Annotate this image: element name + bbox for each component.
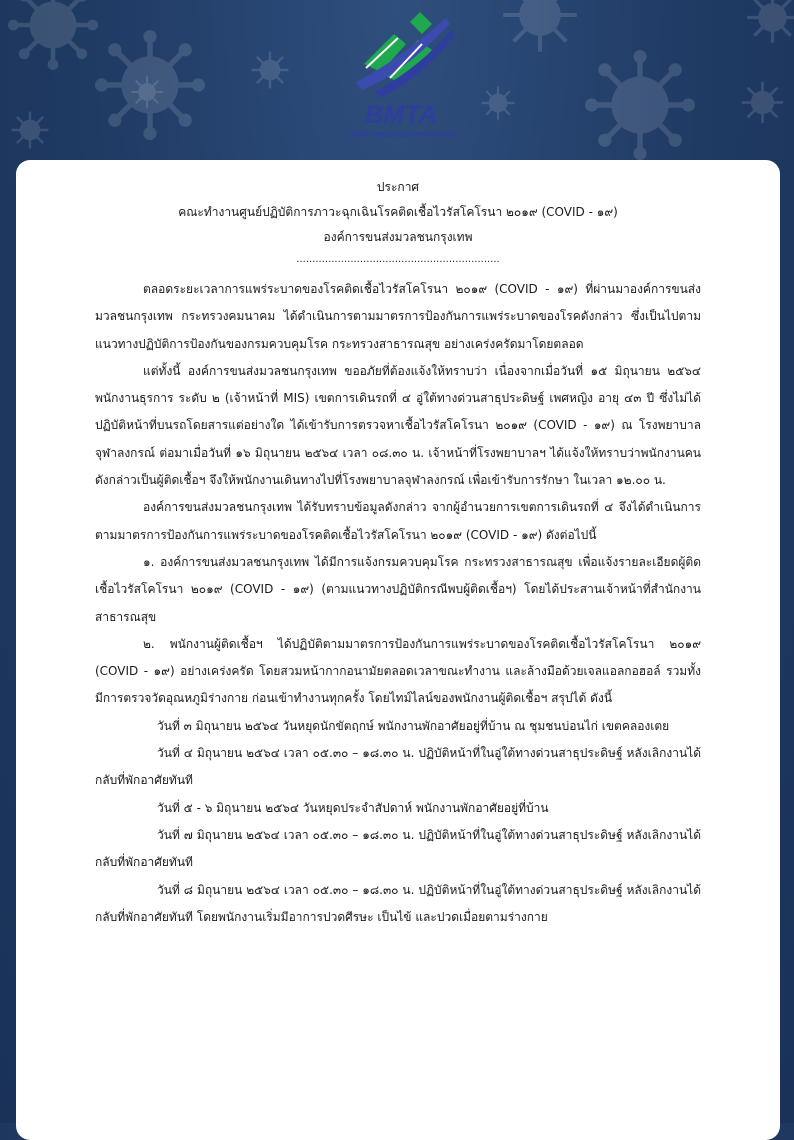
virus-icon <box>250 50 290 90</box>
virus-icon <box>10 110 50 150</box>
timeline-item: วันที่ ๔ มิถุนายน ๒๕๖๔ เวลา ๐๕.๓๐ – ๑๘.๓๐ น. ปฏิบัติหน้าที่ในอู่ใต้ทางด่วนสาธุประดิษฐ์ หลังเลิกงานได้กลับที่พักอาศัยทันที <box>95 746 701 788</box>
paragraph: ๑. องค์การขนส่งมวลชนกรุงเทพ ได้มีการแจ้งกรมควบคุมโรค กระทรวงสาธารณสุข เพื่อแจ้งรายละเอียดผู้ติดเชื้อไวรัสโคโรนา ๒๐๑๙ (COVID - ๑๙) (ตามแนวทางปฏิบัติกรณีพบผู้ติดเชื้อฯ) โดยได้ประสานเจ้าหน้าที่สำนักงานสาธารณสุข <box>95 554 701 624</box>
logo-subtitle: องค์การขนส่งมวลชนกรุงเทพ <box>348 129 454 139</box>
virus-icon <box>745 0 794 45</box>
virus-icon <box>500 0 580 55</box>
virus-icon <box>8 0 98 70</box>
separator-line: ................................................................ <box>296 254 500 265</box>
paragraph: องค์การขนส่งมวลชนกรุงเทพ ได้รับทราบข้อมูลดังกล่าว จากผู้อำนวยการเขตการเดินรถที่ ๔ จึงได้ดำเนินการตามมาตรการป้องกันการแพร่ระบาดของโรคติดเชื้อไวรัสโคโรนา ๒๐๑๙ (COVID - ๑๙) ดังต่อไปนี้ <box>95 500 701 542</box>
announcement-content <box>95 175 701 931</box>
announcement-heading: ประกาศ <box>376 180 420 194</box>
paragraph: ตลอดระยะเวลาการแพร่ระบาดของโรคติดเชื้อไวรัสโคโรนา ๒๐๑๙ (COVID - ๑๙) ที่ผ่านมาองค์การขนส่งมวลชนกรุงเทพ กระทรวงคมนาคม ได้ดำเนินการตามมาตรการป้องกันการแพร่ระบาดของโรคดังกล่าว ซึ่งเป็นไปตามแนวทางปฏิบัติการป้องกันของกรมควบคุมโรค กระทรวงสาธารณสุข อย่างเคร่งครัดมาโดยตลอด <box>95 282 701 351</box>
virus-icon <box>585 50 695 160</box>
virus-icon <box>740 80 785 125</box>
timeline-item: วันที่ ๗ มิถุนายน ๒๕๖๔ เวลา ๐๕.๓๐ – ๑๘.๓๐ น. ปฏิบัติหน้าที่ในอู่ใต้ทางด่วนสาธุประดิษฐ์ หลังเลิกงานได้กลับที่พักอาศัยทันที <box>95 827 701 870</box>
logo-wordmark: BMTA <box>364 101 438 129</box>
timeline-item: วันที่ ๘ มิถุนายน ๒๕๖๔ เวลา ๐๕.๓๐ – ๑๘.๓๐ น. ปฏิบัติหน้าที่ในอู่ใต้ทางด่วนสาธุประดิษฐ์ หลังเลิกงานได้กลับที่พักอาศัยทันที โดยพนักงานเริ่มมีอาการปวดศีรษะ เป็นไข้ และปวดเมื่อยตามร่างกาย <box>95 882 701 924</box>
announcement-organization: องค์การขนส่งมวลชนกรุงเทพ <box>323 230 473 244</box>
bmta-logo <box>336 4 466 144</box>
timeline-item: วันที่ ๓ มิถุนายน ๒๕๖๔ วันหยุดนักขัตฤกษ์ พนักงานพักอาศัยอยู่ที่บ้าน ณ ชุมชนบ่อนไก่ เขตคลองเตย <box>157 718 670 733</box>
virus-icon <box>130 75 164 109</box>
paragraph: แต่ทั้งนี้ องค์การขนส่งมวลชนกรุงเทพ ขออภัยที่ต้องแจ้งให้ทราบว่า เนื่องจากเมื่อวันที่ ๑๕ มิถุนายน ๒๕๖๔ พนักงานธุรการ ระดับ ๒ (เจ้าหน้าที่ MIS) เขตการเดินรถที่ ๔ อู่ใต้ทางด่วนสาธุประดิษฐ์ เพศหญิง อายุ ๔๓ ปี ซึ่งไม่ได้ปฏิบัติหน้าที่บนรถโดยสารแต่อย่างใด ได้เข้ารับการตรวจหาเชื้อไวรัสโคโรนา ๒๐๑๙ (COVID - ๑๙) ณ โรงพยาบาลจุฬาลงกรณ์ ต่อมาเมื่อวันที่ ๑๖ มิถุนายน ๒๕๖๔ เวลา ๐๘.๓๐ น. เจ้าหน้าที่โรงพยาบาลฯ ได้แจ้งให้ทราบว่าพนักงานคนดังกล่าวเป็นผู้ติดเชื้อฯ จึงให้พนักงานเดินทางไปที่โรงพยาบาลจุฬาลงกรณ์ เพื่อเข้ารับการรักษา ในเวลา ๑๒.๐๐ น. <box>95 363 701 488</box>
bmta-logo-mark <box>336 4 466 104</box>
paragraph: ๒. พนักงานผู้ติดเชื้อฯ ได้ปฏิบัติตามมาตรการป้องกันการแพร่ระบาดของโรคติดเชื้อไวรัสโคโรนา ๒๐๑๙ (COVID - ๑๙) อย่างเคร่งครัด โดยสวมหน้ากากอนามัยตลอดเวลาขณะทำงาน และล้างมือด้วยเจลแอลกอฮอล์ รวมทั้ง มีการตรวจวัดอุณหภูมิร่างกาย ก่อนเข้าทำงานทุกครั้ง โดยไทม์ไลน์ของพนักงานผู้ติดเชื้อฯ สรุปได้ ดังนี้ <box>95 636 701 706</box>
virus-icon <box>480 85 516 121</box>
announcement-subheading: คณะทำงานศูนย์ปฏิบัติการภาวะฉุกเฉินโรคติดเชื้อไวรัสโคโรนา ๒๐๑๙ (COVID - ๑๙) <box>178 205 618 219</box>
timeline-item: วันที่ ๕ - ๖ มิถุนายน ๒๕๖๔ วันหยุดประจำสัปดาห์ พนักงานพักอาศัยอยู่ที่บ้าน <box>157 800 549 815</box>
